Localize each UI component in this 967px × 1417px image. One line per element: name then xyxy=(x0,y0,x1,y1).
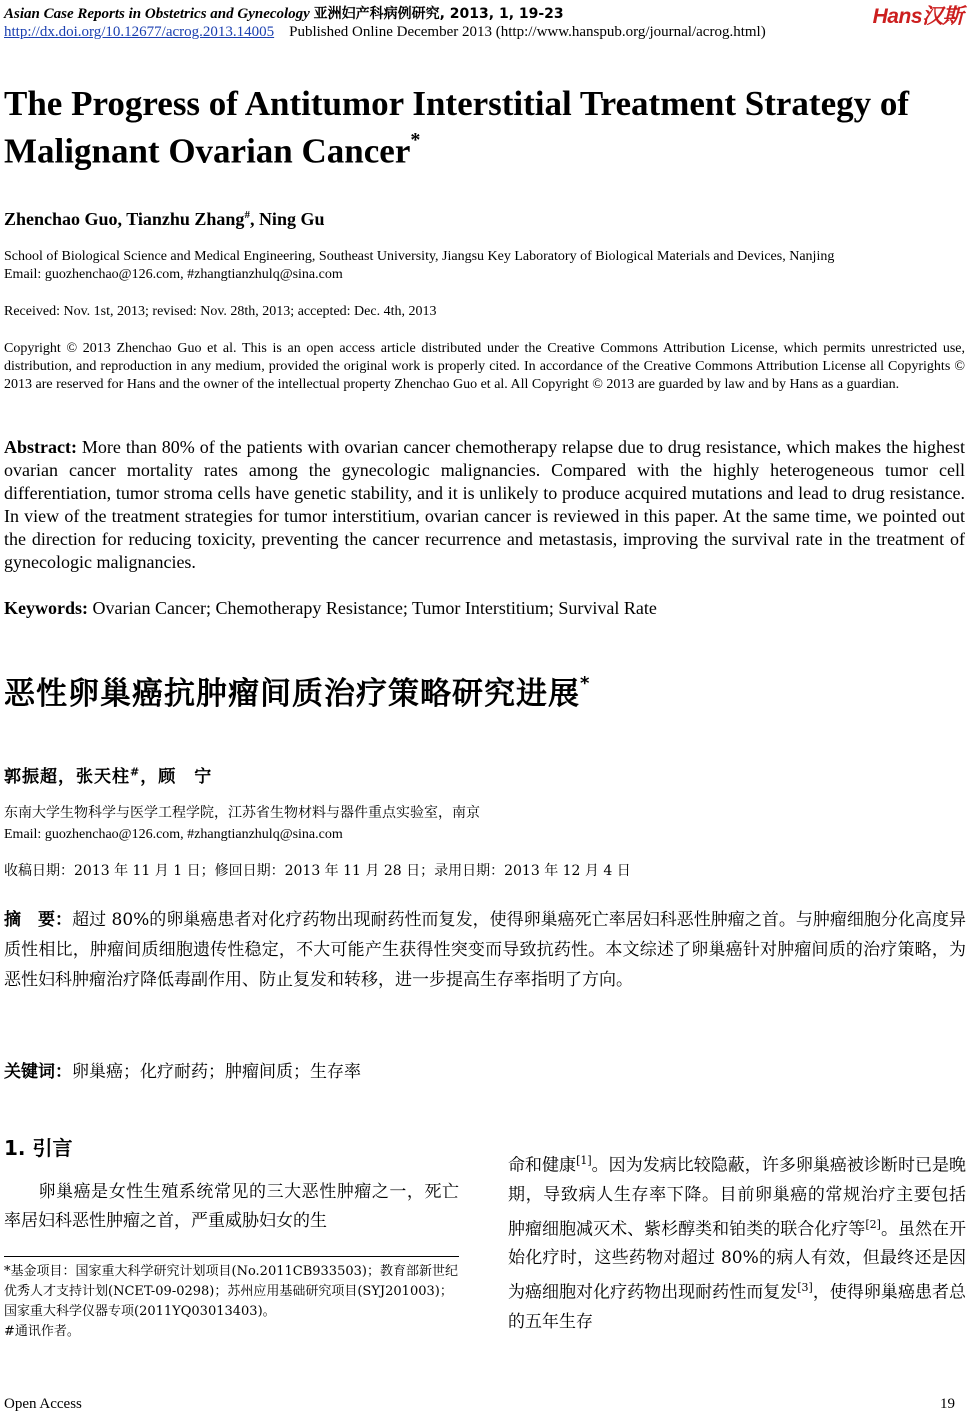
english-email: Email: guozhenchao@126.com, #zhangtianzhulq@sina.com xyxy=(4,267,343,282)
doi-link[interactable]: http://dx.doi.org/10.12677/acrog.2013.14005 xyxy=(4,24,275,40)
english-affiliation: School of Biological Science and Medical Engineering, Southeast University, Jiangsu Key Laboratory of Biological Materials and Devices, Nanjing Email: guozhenchao@126.com, #zhangtianzhulq@sina.com xyxy=(4,248,964,284)
citation-ref[interactable]: [1] xyxy=(576,1154,592,1167)
english-authors: Zhenchao Guo, Tianzhu Zhang#, Ning Gu xyxy=(4,209,325,229)
journal-name-en: Asian Case Reports in Obstetrics and Gynecology xyxy=(4,6,310,22)
chinese-title: 恶性卵巢癌抗肿瘤间质治疗策略研究进展* xyxy=(4,672,591,712)
abstract-label: Abstract: xyxy=(4,437,77,457)
chinese-received-dates: 收稿日期：2013 年 11 月 1 日；修回日期：2013 年 11 月 28 日；录用日期：2013 年 12 月 4 日 xyxy=(4,863,631,879)
chinese-abstract-label: 摘 要： xyxy=(4,910,73,930)
abstract-text: More than 80% of the patients with ovarian cancer chemotherapy relapse due to drug resistance, which makes the highest ovarian cancer mortality rates among the gynecologic malignancies. Compared with the highly heterogeneous tumor cell differentiation, tumor stroma cells have genetic stability, and it is unlikely to produce acquired mutations and lead to drug resistance. In view of the treatment strategies for tumor interstitium, ovarian cancer is reviewed in this paper. At the same time, we pointed out the direction for reducing toxicity, preventing the cancer recurrence and metastasis, improving the survival rate in the treatment of gynecologic malignancies. xyxy=(4,437,965,572)
footnote-corresponding: #通讯作者。 xyxy=(4,1324,80,1339)
hans-logo: Hans汉斯 xyxy=(872,5,963,28)
english-received-dates: Received: Nov. 1st, 2013; revised: Nov. 28th, 2013; accepted: Dec. 4th, 2013 xyxy=(4,304,437,319)
journal-name-zh: 亚洲妇产科病例研究, 2013, 1, 19-23 xyxy=(313,6,564,22)
english-abstract xyxy=(4,436,965,574)
title-footnote-mark: * xyxy=(410,129,421,151)
chinese-abstract-text: 超过 80%的卵巢癌患者对化疗药物出现耐药性而复发，使得卵巢癌死亡率居妇科恶性肿瘤之首。与肿瘤细胞分化高度异质性相比，肿瘤间质细胞遗传性稳定，不大可能产生获得性突变而导致抗药性。本文综述了卵巢癌针对肿瘤间质的治疗策略，为恶性妇科肿瘤治疗降低毒副作用、防止复发和转移，进一步提高生存率指明了方向。 xyxy=(4,910,967,990)
english-title: The Progress of Antitumor Interstitial Treatment Strategy of Malignant Ovarian Cancer* xyxy=(4,84,910,171)
footnotes xyxy=(4,1262,460,1342)
chinese-authors: 郭振超，张天柱#，顾 宁 xyxy=(4,765,213,787)
intro-left-column: 卵巢癌是女性生殖系统常见的三大恶性肿瘤之一，死亡率居妇科恶性肿瘤之首，严重威胁妇女的生 xyxy=(4,1182,459,1231)
section-heading-introduction: 1. 引言 xyxy=(4,1136,73,1160)
citation-ref[interactable]: [3] xyxy=(797,1281,813,1295)
chinese-keywords: 关键词：卵巢癌；化疗耐药；肿瘤间质；生存率 xyxy=(4,1062,361,1082)
chinese-abstract xyxy=(4,905,966,995)
chinese-email: Email: guozhenchao@126.com, #zhangtianzhulq@sina.com xyxy=(4,827,343,842)
copyright-notice: Copyright © 2013 Zhenchao Guo et al. This is an open access article distributed under the Creative Commons Attribution License, which permits unrestricted use, distribution, and reproduction in any medium, provided the original work is properly cited. In accordance of the Creative Commons Attribution License all Copyrights © 2013 are reserved for Hans and the owner of the intellectual property Zhenchao Guo et al. All Copyright © 2013 are guarded by law and by Hans as a guardian. xyxy=(4,341,965,392)
footer-open-access: Open Access xyxy=(4,1396,82,1412)
footnote-divider xyxy=(4,1256,459,1257)
journal-header xyxy=(4,3,564,23)
published-online: Published Online December 2013 (http://www.hanspub.org/journal/acrog.html) xyxy=(289,24,766,40)
footnote-fund: *基金项目：国家重大科学研究计划项目(No.2011CB933503)；教育部新世纪优秀人才支持计划(NCET-09-0298)；苏州应用基础研究项目(SYJ201003)；国家重大科学仪器专项(2011YQ03013403)。 xyxy=(4,1264,458,1319)
chinese-affiliation: 东南大学生物科学与医学工程学院，江苏省生物材料与器件重点实验室，南京 Email: guozhenchao@126.com, #zhangtianzhulq@sina.com xyxy=(4,803,480,845)
page-number: 19 xyxy=(940,1396,955,1412)
citation-ref[interactable]: [2] xyxy=(865,1217,881,1231)
doi-line xyxy=(4,24,766,41)
english-keywords: Keywords: Ovarian Cancer; Chemotherapy Resistance; Tumor Interstitium; Survival Rate xyxy=(4,598,657,618)
intro-right-column: 命和健康[1]。因为发病比较隐蔽，许多卵巢癌被诊断时已是晚期，导致病人生存率下降。目前卵巢癌的常规治疗主要包括肿瘤细胞减灭术、紫杉醇类和铂类的联合化疗等[2]。虽然在开始化疗时，这些药物对超过 80%的病人有效，但最终还是因为癌细胞对化疗药物出现耐药性而复发[3]，使得卵巢癌患者总的五年生存 xyxy=(508,1154,966,1332)
